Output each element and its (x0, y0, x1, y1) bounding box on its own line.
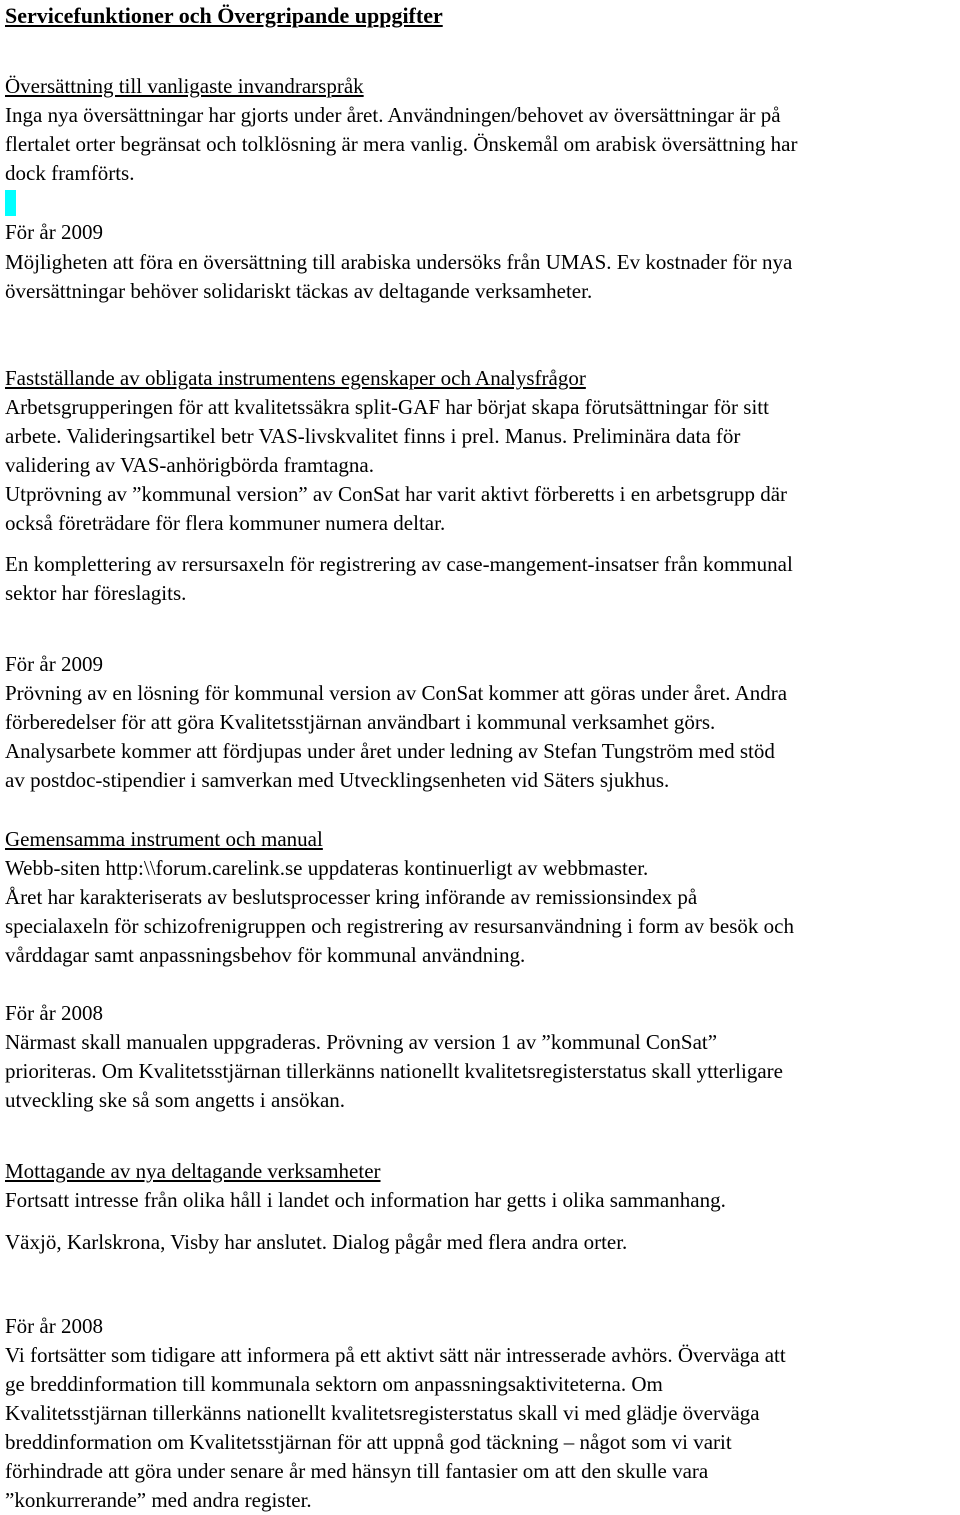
section-heading-new-units: Mottagande av nya deltagande verksamheter (5, 1159, 381, 1183)
paragraph-line: sektor har föreslagits. (5, 581, 187, 605)
year-label: För år 2008 (5, 1001, 103, 1025)
paragraph-line: arbete. Valideringsartikel betr VAS-livskvalitet finns i prel. Manus. Preliminära data för (5, 424, 741, 448)
paragraph-line: också företrädare för flera kommuner numera deltar. (5, 511, 446, 535)
paragraph-line: Webb-siten http:\\forum.carelink.se uppdateras kontinuerligt av webbmaster. (5, 856, 649, 880)
paragraph-line: Fortsatt intresse från olika håll i landet och information har getts i olika sammanhang. (5, 1188, 726, 1212)
paragraph-line: Inga nya översättningar har gjorts under året. Användningen/behovet av översättningar är på (5, 103, 781, 127)
paragraph-line: översättningar behöver solidariskt täckas av deltagande verksamheter. (5, 279, 593, 303)
paragraph-line: ”konkurrerande” med andra register. (5, 1488, 312, 1512)
paragraph-line: prioriteras. Om Kvalitetsstjärnan tillerkänns nationellt kvalitetsregisterstatus skall ytterligare (5, 1059, 783, 1083)
highlight-marker (5, 190, 16, 216)
paragraph-line: breddinformation om Kvalitetsstjärnan för att uppnå god täckning – något som vi varit (5, 1430, 732, 1454)
paragraph-line: Prövning av en lösning för kommunal version av ConSat kommer att göras under året. Andra (5, 681, 788, 705)
section-heading-instruments: Fastställande av obligata instrumentens egenskaper och Analysfrågor (5, 366, 586, 390)
paragraph-line: förberedelser för att göra Kvalitetsstjärnan användbart i kommunal verksamhet görs. (5, 710, 716, 734)
document-title: Servicefunktioner och Övergripande uppgifter (5, 3, 443, 28)
section-heading-translation: Översättning till vanligaste invandrarspråk (5, 74, 364, 98)
paragraph-line: ge breddinformation till kommunala sektorn om anpassningsaktiviteterna. Om (5, 1372, 663, 1396)
paragraph-line: dock framförts. (5, 161, 135, 185)
paragraph-line: Utprövning av ”kommunal version” av ConSat har varit aktivt förberetts i en arbetsgrupp där (5, 482, 788, 506)
paragraph-line: Närmast skall manualen uppgraderas. Prövning av version 1 av ”kommunal ConSat” (5, 1030, 718, 1054)
paragraph-line: specialaxeln för schizofrenigruppen och registrering av resursanvändning i form av besök och (5, 914, 794, 938)
paragraph-line: Arbetsgrupperingen för att kvalitetssäkra split-GAF har börjat skapa förutsättningar för sitt (5, 395, 769, 419)
paragraph-line: Analysarbete kommer att fördjupas under året under ledning av Stefan Tungström med stöd (5, 739, 775, 763)
paragraph-line: Växjö, Karlskrona, Visby har anslutet. Dialog pågår med flera andra orter. (5, 1230, 628, 1254)
paragraph-line: En komplettering av rersursaxeln för registrering av case-mangement-insatser från kommunal (5, 552, 793, 576)
paragraph-line: vårddagar samt anpassningsbehov för kommunal användning. (5, 943, 526, 967)
paragraph-line: flertalet orter begränsat och tolklösning är mera vanlig. Önskemål om arabisk översättning har (5, 132, 798, 156)
paragraph-line: Möjligheten att föra en översättning till arabiska undersöks från UMAS. Ev kostnader för nya (5, 250, 793, 274)
paragraph-line: Vi fortsätter som tidigare att informera på ett aktivt sätt när intresserade avhörs. Överväga att (5, 1343, 786, 1367)
paragraph-line: utveckling ske så som angetts i ansökan. (5, 1088, 346, 1112)
paragraph-line: av postdoc-stipendier i samverkan med Utvecklingsenheten vid Säters sjukhus. (5, 768, 670, 792)
paragraph-line: validering av VAS-anhörigbörda framtagna. (5, 453, 374, 477)
year-label: För år 2009 (5, 220, 103, 244)
paragraph-line: Året har karakteriserats av beslutsprocesser kring införande av remissionsindex på (5, 885, 698, 909)
year-label: För år 2009 (5, 652, 103, 676)
paragraph-line: Kvalitetsstjärnan tillerkänns nationellt kvalitetsregisterstatus skall vi med glädje överväga (5, 1401, 760, 1425)
paragraph-line: förhindrade att göra under senare år med hänsyn till fantasier om att den skulle vara (5, 1459, 709, 1483)
section-heading-manual: Gemensamma instrument och manual (5, 827, 323, 851)
year-label: För år 2008 (5, 1314, 103, 1338)
